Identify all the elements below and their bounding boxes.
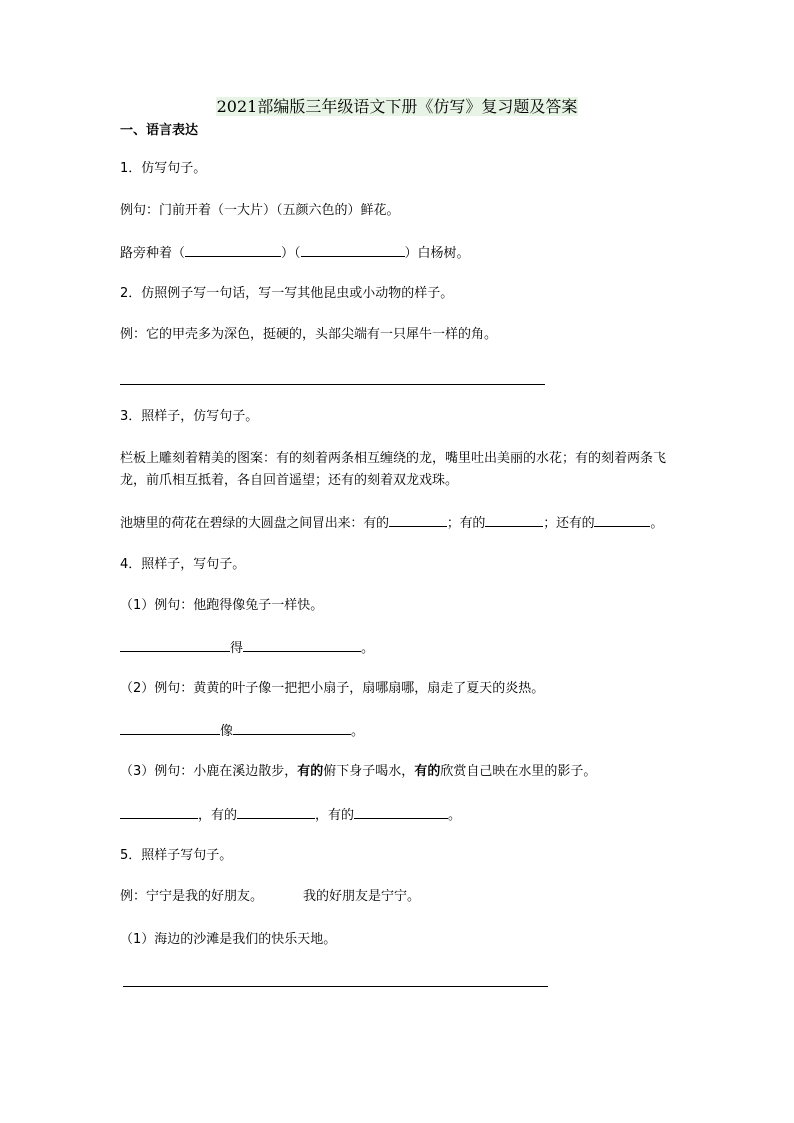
q5-example: 例：宁宁是我的好朋友。 我的好朋友是宁宁。 <box>120 889 421 904</box>
page-title: 2021部编版三年级语文下册《仿写》复习题及答案 <box>216 97 578 116</box>
q4-answer-1: 得 。 <box>120 638 374 658</box>
answer-blank[interactable] <box>120 721 220 735</box>
q3-prompt: 池塘里的荷花在碧绿的大圆盘之间冒出来：有的 ；有的 ；还有的 。 <box>120 513 663 533</box>
q4-answer-2: 像 。 <box>120 721 364 741</box>
answer-blank[interactable] <box>233 721 351 735</box>
answer-blank[interactable] <box>485 513 543 527</box>
answer-blank[interactable] <box>389 513 447 527</box>
q1-prompt: 路旁种着（ ）（ ）白杨树。 <box>120 243 470 263</box>
q4-example-3: （3）例句：小鹿在溪边散步，有的俯下身子喝水，有的欣赏自己映在水里的影子。 <box>120 764 597 779</box>
q4-example-1: （1）例句：他跑得像兔子一样快。 <box>120 598 324 613</box>
q5-heading: 5．照样子写句子。 <box>120 848 233 863</box>
q1-heading: 1．仿写句子。 <box>120 161 207 176</box>
answer-blank[interactable] <box>120 638 230 652</box>
section-heading: 一、语言表达 <box>120 123 199 138</box>
answer-line[interactable] <box>120 384 545 385</box>
q4-answer-3: ，有的 ，有的 。 <box>120 805 461 825</box>
answer-blank[interactable] <box>237 805 315 819</box>
q4-example-2: （2）例句：黄黄的叶子像一把把小扇子，扇哪扇哪，扇走了夏天的炎热。 <box>120 681 545 696</box>
answer-blank[interactable] <box>185 243 281 257</box>
q3-example: 栏板上雕刻着精美的图案：有的刻着两条相互缠绕的龙，嘴里吐出美丽的水花；有的刻着两条飞龙，前爪相互抵着，各自回首遥望；还有的刻着双龙戏珠。 <box>120 451 667 488</box>
q4-heading: 4．照样子，写句子。 <box>120 557 246 572</box>
answer-blank[interactable] <box>301 243 405 257</box>
q3-heading: 3．照样子，仿写句子。 <box>120 409 259 424</box>
q2-example: 例：它的甲壳多为深色，挺硬的，头部尖端有一只犀牛一样的角。 <box>120 327 498 342</box>
q5-item-1: （1）海边的沙滩是我们的快乐天地。 <box>120 932 337 947</box>
answer-blank[interactable] <box>243 638 361 652</box>
answer-blank[interactable] <box>120 805 198 819</box>
answer-line[interactable] <box>123 986 548 987</box>
answer-blank[interactable] <box>354 805 448 819</box>
q2-heading: 2．仿照例子写一句话，写一写其他昆虫或小动物的样子。 <box>120 286 454 301</box>
q1-example: 例句：门前开着（一大片）（五颜六色的）鲜花。 <box>120 203 400 218</box>
answer-blank[interactable] <box>594 513 650 527</box>
